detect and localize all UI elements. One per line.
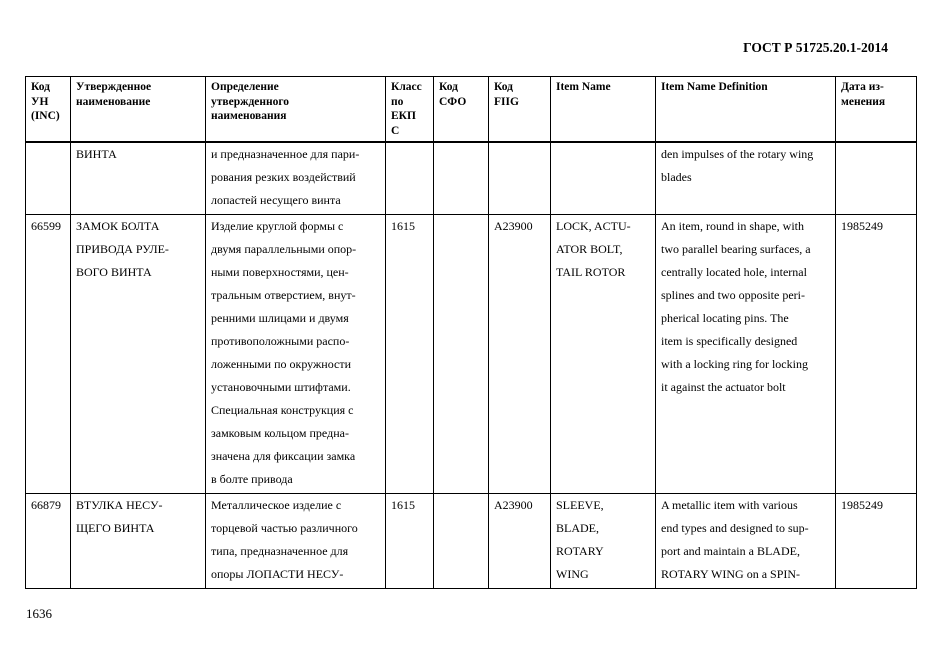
cell-line: it against the actuator bolt: [661, 380, 786, 394]
cell-value: 66599: [31, 219, 61, 233]
header-text: Item Name: [556, 81, 611, 93]
cell-line: den impulses of the rotary wing: [661, 147, 814, 161]
col-inc-cell: [26, 215, 71, 494]
col-class-cell: [386, 494, 434, 589]
cell-line: опоры ЛОПАСТИ НЕСУ-: [211, 567, 344, 581]
cell-line: SLEEVE,: [556, 498, 604, 512]
col-item-def-header: [656, 77, 836, 143]
cell-line: и предназначенное для пари-: [211, 147, 360, 161]
header-text: ЕКП: [391, 110, 416, 122]
cell-value: 1615: [391, 498, 415, 512]
document-id: ГОСТ Р 51725.20.1-2014: [743, 40, 888, 55]
cell-line: установочными штифтами.: [211, 380, 351, 394]
cell-line: ВИНТА: [76, 147, 117, 161]
cell-line: ВОГО ВИНТА: [76, 265, 152, 279]
cell-line: типа, предназначенное для: [211, 544, 349, 558]
col-date-cell: [836, 215, 917, 494]
cell-line: замковым кольцом предна-: [211, 426, 349, 440]
cell-line: ПРИВОДА РУЛЕ-: [76, 242, 169, 256]
cell-line: end types and designed to sup-: [661, 521, 809, 535]
col-item-name-header: [551, 77, 656, 143]
cell-value: 1615: [391, 219, 415, 233]
header-text: FIIG: [494, 95, 519, 108]
header-text: Item Name Definition: [661, 81, 768, 93]
col-item-def-cell: [656, 494, 836, 589]
cell-line: LOCK, ACTU-: [556, 219, 631, 233]
cell-line: двумя параллельными опор-: [211, 242, 357, 256]
col-definition-cell: [206, 215, 386, 494]
cell-line: port and maintain a BLADE,: [661, 544, 800, 558]
col-definition-cell: [206, 142, 386, 215]
cell-line: A metallic item with various: [661, 498, 798, 512]
col-definition-cell: [206, 494, 386, 589]
col-definition-header: [206, 77, 386, 143]
table-body: [26, 142, 917, 589]
catalog-table: [25, 76, 917, 589]
col-item-name-cell: [551, 215, 656, 494]
cell-line: ренними шлицами и двумя: [211, 311, 349, 325]
cell-line: An item, round in shape, with: [661, 219, 804, 233]
col-approved-name-header: [71, 77, 206, 143]
col-date-header: [836, 77, 917, 143]
cell-value: A23900: [494, 498, 533, 512]
header-row: [26, 77, 917, 143]
cell-line: в болте привода: [211, 472, 293, 486]
header-text: Код: [494, 81, 514, 93]
col-sfo-cell: [434, 215, 489, 494]
header-text: по: [391, 95, 404, 108]
cell-line: ATOR BOLT,: [556, 242, 623, 256]
col-fiig-cell: [489, 215, 551, 494]
header-text: УН: [31, 95, 49, 108]
col-sfo-cell: [434, 494, 489, 589]
col-class-header: [386, 77, 434, 143]
header-text: наименование: [76, 95, 151, 108]
cell-line: Изделие круглой формы с: [211, 219, 344, 233]
cell-value: 66879: [31, 498, 61, 512]
table-row: [26, 215, 917, 494]
col-sfo-cell: [434, 142, 489, 215]
col-approved-name-cell: [71, 494, 206, 589]
cell-line: ЩЕГО ВИНТА: [76, 521, 155, 535]
col-inc-header: [26, 77, 71, 143]
cell-value: A23900: [494, 219, 533, 233]
col-approved-name-cell: [71, 142, 206, 215]
cell-line: two parallel bearing surfaces, a: [661, 242, 811, 256]
cell-line: ными поверхностями, цен-: [211, 265, 349, 279]
col-item-def-cell: [656, 142, 836, 215]
col-sfo-header: [434, 77, 489, 143]
cell-value: 1985249: [841, 219, 883, 233]
cell-line: торцевой частью различного: [211, 521, 358, 535]
cell-line: BLADE,: [556, 521, 599, 535]
col-item-def-cell: [656, 215, 836, 494]
table-row: [26, 142, 917, 215]
col-class-cell: [386, 215, 434, 494]
cell-line: ROTARY WING on a SPIN-: [661, 567, 801, 581]
header-text: С: [391, 124, 400, 137]
header-text: утвержденного: [211, 95, 290, 108]
page-number: 1636: [26, 606, 52, 621]
col-class-cell: [386, 142, 434, 215]
table-row: [26, 494, 917, 589]
cell-line: pherical locating pins. The: [661, 311, 789, 325]
cell-line: WING: [556, 567, 589, 581]
col-fiig-cell: [489, 494, 551, 589]
cell-line: рования резких воздействий: [211, 170, 356, 184]
cell-line: splines and two opposite peri-: [661, 288, 805, 302]
cell-line: ВТУЛКА НЕСУ-: [76, 498, 163, 512]
col-item-name-cell: [551, 494, 656, 589]
header-text: менения: [841, 95, 886, 108]
header-text: наименования: [211, 110, 287, 122]
col-fiig-cell: [489, 142, 551, 215]
cell-line: значена для фиксации замка: [211, 449, 356, 463]
cell-line: ЗАМОК БОЛТА: [76, 219, 160, 233]
col-date-cell: [836, 494, 917, 589]
header-text: (INC): [31, 110, 60, 122]
cell-line: blades: [661, 170, 692, 184]
cell-line: centrally located hole, internal: [661, 265, 807, 279]
header-text: Код: [31, 81, 51, 93]
col-approved-name-cell: [71, 215, 206, 494]
header-text: Утвержденное: [76, 81, 152, 93]
header-text: СФО: [439, 95, 467, 108]
cell-line: TAIL ROTOR: [556, 265, 626, 279]
cell-line: with a locking ring for locking: [661, 357, 808, 371]
header-text: Класс: [391, 81, 422, 93]
col-date-cell: [836, 142, 917, 215]
cell-line: тральным отверстием, внут-: [211, 288, 356, 302]
col-inc-cell: [26, 142, 71, 215]
col-item-name-cell: [551, 142, 656, 215]
cell-line: ложенными по окружности: [211, 357, 352, 371]
cell-value: 1985249: [841, 498, 883, 512]
header-text: Дата из-: [841, 81, 884, 93]
cell-line: Специальная конструкция с: [211, 403, 354, 417]
col-fiig-header: [489, 77, 551, 143]
cell-line: Металлическое изделие с: [211, 498, 342, 512]
cell-line: item is specifically designed: [661, 334, 798, 348]
cell-line: ROTARY: [556, 544, 604, 558]
col-inc-cell: [26, 494, 71, 589]
cell-line: противоположными распо-: [211, 334, 350, 348]
header-text: Определение: [211, 81, 279, 93]
cell-line: лопастей несущего винта: [211, 193, 341, 207]
header-text: Код: [439, 81, 459, 93]
